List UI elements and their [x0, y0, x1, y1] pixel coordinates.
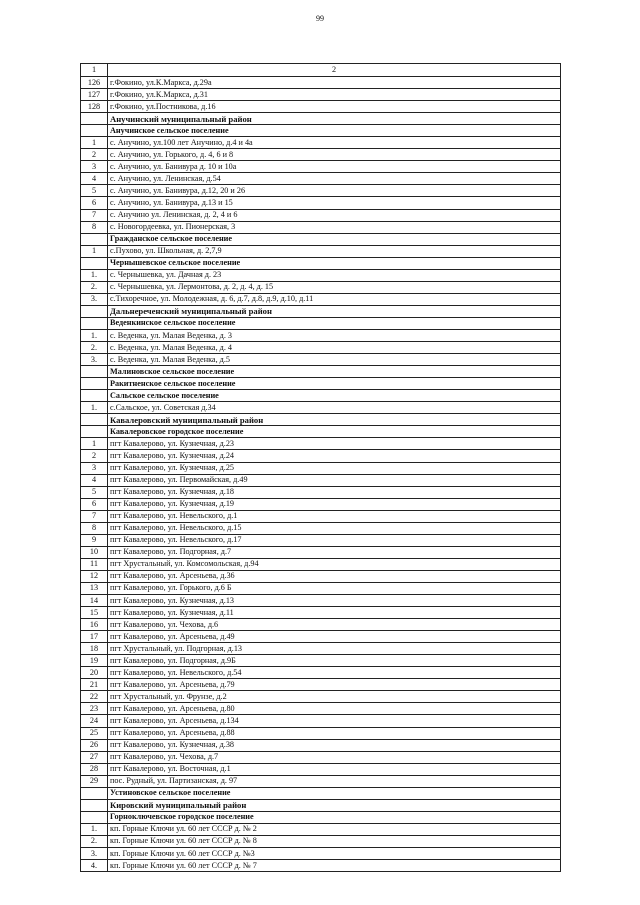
district-heading-row — [81, 799, 561, 811]
table-row — [81, 655, 561, 667]
section-heading: Веденкинское сельское поселение — [108, 317, 561, 329]
row-number: 4 — [81, 474, 108, 486]
row-number: 28 — [81, 763, 108, 775]
row-number: 3. — [81, 293, 108, 305]
address-text: с. Анучино, ул. Банивура, д.13 и 15 — [108, 197, 561, 209]
row-number: 25 — [81, 727, 108, 739]
table-row — [81, 281, 561, 293]
row-number: 13 — [81, 582, 108, 594]
section-heading: Анучинский муниципальный район — [108, 113, 561, 125]
row-number: 3. — [81, 848, 108, 860]
row-number: 8 — [81, 221, 108, 233]
address-text: кп. Горные Ключи ул. 60 лет СССР д. № 8 — [108, 835, 561, 847]
row-number: 10 — [81, 546, 108, 558]
table-row — [81, 631, 561, 643]
table-row — [81, 595, 561, 607]
settlement-heading-row — [81, 233, 561, 245]
address-text: пгт Кавалерово, ул. Арсеньева, д.88 — [108, 727, 561, 739]
row-number — [81, 390, 108, 402]
table-row — [81, 149, 561, 161]
address-text: с. Веденка, ул. Малая Веденка, д.5 — [108, 354, 561, 366]
row-number — [81, 426, 108, 438]
table-row — [81, 570, 561, 582]
table-row — [81, 245, 561, 257]
row-number: 5 — [81, 486, 108, 498]
table-row — [81, 197, 561, 209]
address-text: пгт Кавалерово, ул. Кузнечная, д.38 — [108, 739, 561, 751]
address-text: пгт Хрустальный, ул. Подгорная, д.13 — [108, 643, 561, 655]
address-text: пгт Кавалерово, ул. Подгорная, д.9Б — [108, 655, 561, 667]
district-heading-row — [81, 113, 561, 125]
page-number: 99 — [316, 14, 324, 23]
address-text: с. Веденка, ул. Малая Веденка, д. 3 — [108, 329, 561, 341]
row-number: 12 — [81, 570, 108, 582]
district-heading-row — [81, 414, 561, 426]
row-number: 21 — [81, 679, 108, 691]
table-row — [81, 763, 561, 775]
table-row — [81, 607, 561, 619]
table-row — [81, 221, 561, 233]
address-text: пгт Кавалерово, ул. Невельского, д.17 — [108, 534, 561, 546]
address-text: пгт Кавалерово, ул. Арсеньева, д.80 — [108, 703, 561, 715]
section-heading: Анучинское сельское поселение — [108, 125, 561, 137]
row-number: 128 — [81, 101, 108, 113]
section-heading: Гражданское сельское поселение — [108, 233, 561, 245]
address-text: пгт Кавалерово, ул. Арсеньева, д.36 — [108, 570, 561, 582]
table-row — [81, 860, 561, 872]
row-number: 1. — [81, 823, 108, 835]
table-row — [81, 582, 561, 594]
section-heading: Устиновское сельское поселение — [108, 787, 561, 799]
row-number: 126 — [81, 77, 108, 89]
table-row — [81, 161, 561, 173]
address-text: пгт Кавалерово, ул. Кузнечная, д.25 — [108, 462, 561, 474]
row-number — [81, 787, 108, 799]
table-row — [81, 679, 561, 691]
table-row — [81, 329, 561, 341]
section-heading: Дальнереченский муниципальный район — [108, 305, 561, 317]
row-number — [81, 305, 108, 317]
address-text: с. Чернышевка, ул. Дачная д. 23 — [108, 269, 561, 281]
table-row — [81, 342, 561, 354]
address-text: кп. Горные Ключи ул. 60 лет СССР д. № 7 — [108, 860, 561, 872]
table-row — [81, 173, 561, 185]
table-row — [81, 354, 561, 366]
row-number: 29 — [81, 775, 108, 787]
settlement-heading-row — [81, 390, 561, 402]
row-number: 27 — [81, 751, 108, 763]
table-row — [81, 643, 561, 655]
address-text: пгт Кавалерово, ул. Арсеньева, д.49 — [108, 631, 561, 643]
address-text: пос. Рудный, ул. Партизанская, д. 97 — [108, 775, 561, 787]
row-number: 6 — [81, 197, 108, 209]
settlement-heading-row — [81, 125, 561, 137]
address-text: с. Анучино, ул. Ленинская, д.54 — [108, 173, 561, 185]
row-number: 23 — [81, 703, 108, 715]
row-number: 20 — [81, 667, 108, 679]
address-text: с. Чернышевка, ул. Лермонтова, д. 2, д. 4, д. 15 — [108, 281, 561, 293]
table-row — [81, 293, 561, 305]
header-cell-address: 2 — [108, 64, 561, 77]
row-number: 22 — [81, 691, 108, 703]
table-row — [81, 775, 561, 787]
row-number: 16 — [81, 619, 108, 631]
table-row — [81, 450, 561, 462]
address-text: с. Анучино, ул. Банивура д. 10 и 10а — [108, 161, 561, 173]
table-row — [81, 739, 561, 751]
address-text: кп. Горные Ключи ул. 60 лет СССР д. №3 — [108, 848, 561, 860]
row-number: 24 — [81, 715, 108, 727]
table-row — [81, 727, 561, 739]
row-number: 3 — [81, 161, 108, 173]
row-number — [81, 366, 108, 378]
row-number: 9 — [81, 534, 108, 546]
row-number: 7 — [81, 510, 108, 522]
address-text: кп. Горные Ключи ул. 60 лет СССР д. № 2 — [108, 823, 561, 835]
row-number: 2. — [81, 281, 108, 293]
row-number: 26 — [81, 739, 108, 751]
row-number: 19 — [81, 655, 108, 667]
address-text: с.Сальское, ул. Советская д.34 — [108, 402, 561, 414]
address-text: пгт Кавалерово, ул. Подгорная, д.7 — [108, 546, 561, 558]
table-header-row — [81, 64, 561, 77]
address-text: г.Фокино, ул.К.Маркса, д.29а — [108, 77, 561, 89]
row-number: 6 — [81, 498, 108, 510]
table-row — [81, 835, 561, 847]
table-row — [81, 546, 561, 558]
address-text: с. Анучино ул. Ленинская, д. 2, 4 и 6 — [108, 209, 561, 221]
address-text: пгт Кавалерово, ул. Кузнечная, д.23 — [108, 438, 561, 450]
table-row — [81, 715, 561, 727]
table-row — [81, 558, 561, 570]
section-heading: Горноключевское городское поселение — [108, 811, 561, 823]
row-number: 1. — [81, 329, 108, 341]
section-heading: Кировский муниципальный район — [108, 799, 561, 811]
table-row — [81, 438, 561, 450]
table-row — [81, 486, 561, 498]
address-text: пгт Кавалерово, ул. Кузнечная, д.18 — [108, 486, 561, 498]
table-row — [81, 751, 561, 763]
row-number: 2. — [81, 835, 108, 847]
section-heading: Чернышевское сельское поселение — [108, 257, 561, 269]
settlement-heading-row — [81, 378, 561, 390]
address-text: пгт Кавалерово, ул. Чехова, д.6 — [108, 619, 561, 631]
address-text: пгт Кавалерово, ул. Кузнечная, д.13 — [108, 595, 561, 607]
row-number: 2. — [81, 342, 108, 354]
settlement-heading-row — [81, 811, 561, 823]
address-text: пгт Хрустальный, ул. Фрунзе, д.2 — [108, 691, 561, 703]
address-text: пгт Кавалерово, ул. Первомайская, д.49 — [108, 474, 561, 486]
address-text: пгт Кавалерово, ул. Восточная, д.1 — [108, 763, 561, 775]
settlement-heading-row — [81, 787, 561, 799]
address-text: пгт Кавалерово, ул. Невельского, д.1 — [108, 510, 561, 522]
row-number: 1 — [81, 137, 108, 149]
settlement-heading-row — [81, 317, 561, 329]
section-heading: Ракитненское сельское поселение — [108, 378, 561, 390]
row-number — [81, 378, 108, 390]
address-text: г.Фокино, ул.Постникова, д.16 — [108, 101, 561, 113]
address-text: пгт Кавалерово, ул. Кузнечная, д.24 — [108, 450, 561, 462]
address-text: с. Анучино, ул. Банивура, д.12, 20 и 26 — [108, 185, 561, 197]
address-text: с.Пухово, ул. Школьная, д. 2,7,9 — [108, 245, 561, 257]
address-text: пгт Кавалерово, ул. Горького, д.6 Б — [108, 582, 561, 594]
row-number: 3 — [81, 462, 108, 474]
row-number: 1. — [81, 269, 108, 281]
table-row — [81, 474, 561, 486]
section-heading: Кавалеровское городское поселение — [108, 426, 561, 438]
settlement-heading-row — [81, 366, 561, 378]
address-text: с. Веденка, ул. Малая Веденка, д. 4 — [108, 342, 561, 354]
settlement-heading-row — [81, 426, 561, 438]
district-heading-row — [81, 305, 561, 317]
row-number — [81, 414, 108, 426]
table-row — [81, 101, 561, 113]
address-text: с. Анучино, ул. Горького, д. 4, 6 и 8 — [108, 149, 561, 161]
table-row — [81, 667, 561, 679]
row-number: 127 — [81, 89, 108, 101]
section-heading: Кавалеровский муниципальный район — [108, 414, 561, 426]
table-row — [81, 691, 561, 703]
row-number: 8 — [81, 522, 108, 534]
table-row — [81, 77, 561, 89]
row-number — [81, 317, 108, 329]
address-text: пгт Кавалерово, ул. Арсеньева, д.79 — [108, 679, 561, 691]
header-cell-number: 1 — [81, 64, 108, 77]
address-text: пгт Кавалерово, ул. Невельского, д.54 — [108, 667, 561, 679]
row-number: 11 — [81, 558, 108, 570]
row-number: 1 — [81, 438, 108, 450]
row-number: 1 — [81, 245, 108, 257]
table-row — [81, 619, 561, 631]
row-number: 7 — [81, 209, 108, 221]
row-number — [81, 811, 108, 823]
table-row — [81, 269, 561, 281]
row-number: 1. — [81, 402, 108, 414]
table-row — [81, 848, 561, 860]
row-number: 4 — [81, 173, 108, 185]
row-number: 4. — [81, 860, 108, 872]
address-text: пгт Кавалерово, ул. Кузнечная, д.19 — [108, 498, 561, 510]
row-number: 17 — [81, 631, 108, 643]
row-number: 14 — [81, 595, 108, 607]
row-number: 2 — [81, 450, 108, 462]
table-row — [81, 510, 561, 522]
address-text: с. Новогордеевка, ул. Пионерская, 3 — [108, 221, 561, 233]
address-text: пгт Кавалерово, ул. Невельского, д.15 — [108, 522, 561, 534]
address-text: пгт Кавалерово, ул. Кузнечная, д.11 — [108, 607, 561, 619]
table-row — [81, 534, 561, 546]
table-row — [81, 185, 561, 197]
table-row — [81, 823, 561, 835]
table-row — [81, 462, 561, 474]
row-number: 15 — [81, 607, 108, 619]
address-text: пгт Хрустальный, ул. Комсомольская, д.94 — [108, 558, 561, 570]
row-number — [81, 125, 108, 137]
row-number: 18 — [81, 643, 108, 655]
row-number: 5 — [81, 185, 108, 197]
settlement-heading-row — [81, 257, 561, 269]
table-row — [81, 498, 561, 510]
address-text: с. Анучино, ул.100 лет Анучино, д.4 и 4а — [108, 137, 561, 149]
row-number — [81, 799, 108, 811]
section-heading: Малиновское сельское поселение — [108, 366, 561, 378]
address-text: г.Фокино, ул.К.Маркса, д.31 — [108, 89, 561, 101]
table-row — [81, 402, 561, 414]
row-number — [81, 257, 108, 269]
row-number — [81, 113, 108, 125]
row-number: 2 — [81, 149, 108, 161]
address-text: пгт Кавалерово, ул. Чехова, д.7 — [108, 751, 561, 763]
table-row — [81, 522, 561, 534]
table-row — [81, 703, 561, 715]
row-number — [81, 233, 108, 245]
address-text: пгт Кавалерово, ул. Арсеньева, д.134 — [108, 715, 561, 727]
table-row — [81, 209, 561, 221]
address-text: с.Тихоречное, ул. Молодежная, д. 6, д.7, д.8, д.9, д.10, д.11 — [108, 293, 561, 305]
row-number: 3. — [81, 354, 108, 366]
section-heading: Сальское сельское поселение — [108, 390, 561, 402]
address-table — [80, 63, 561, 872]
table-row — [81, 137, 561, 149]
table-row — [81, 89, 561, 101]
